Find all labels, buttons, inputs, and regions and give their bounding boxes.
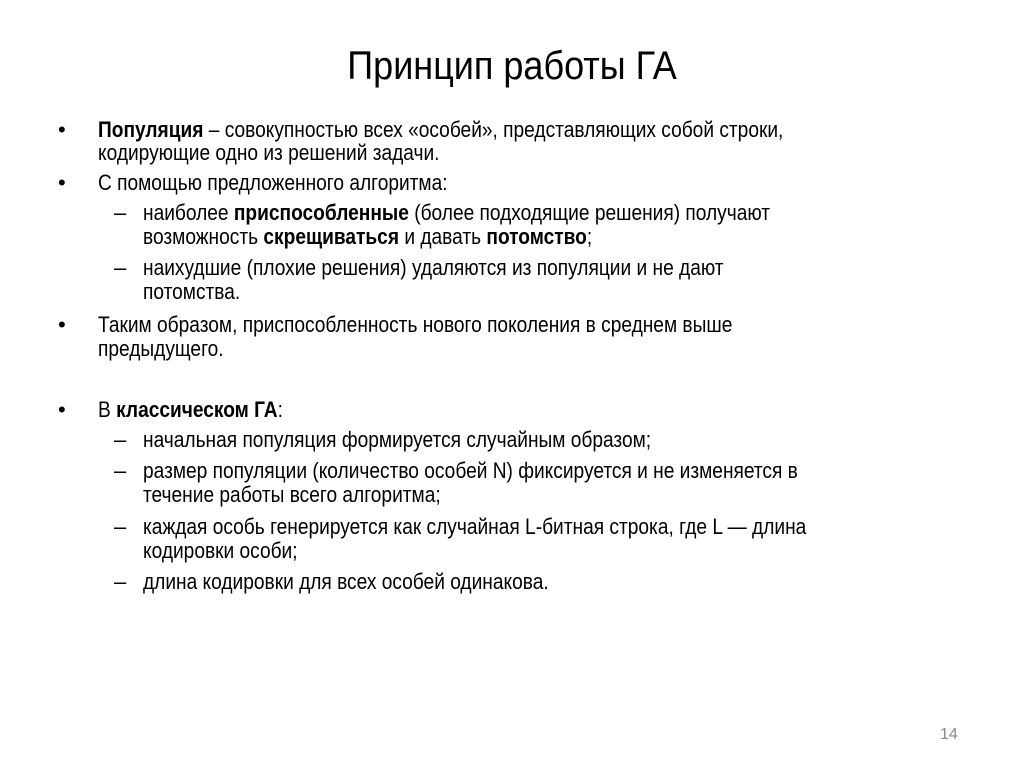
text-run: Таким образом, приспособленность нового поколения в среднем выше	[98, 312, 733, 337]
text-run: кодирующие одно из решений задачи.	[98, 140, 440, 165]
dash-icon: –	[114, 569, 127, 594]
bullet-icon: •	[58, 312, 66, 337]
dash-icon: –	[114, 255, 127, 280]
text-run: наихудшие (плохие решения) удаляются из популяции и не дают	[143, 255, 724, 280]
text-run: С помощью предложенного алгоритма:	[98, 170, 448, 195]
emphasized-text: приспособленные	[233, 200, 409, 225]
text-run: каждая особь генерируется как случайная L-битная строка, где L — длина	[143, 514, 807, 539]
list-item-continuation	[143, 279, 240, 305]
bullet-icon: •	[58, 117, 66, 142]
bullet-icon: •	[58, 170, 66, 195]
text-run: течение работы всего алгоритма;	[143, 482, 441, 507]
bullet-icon: •	[58, 397, 66, 422]
text-run: потомства.	[143, 279, 241, 304]
text-run: :	[277, 397, 283, 422]
list-item-continuation	[143, 538, 298, 564]
list-item	[98, 170, 448, 196]
list-item	[143, 569, 549, 595]
text-run: начальная популяция формируется случайным образом;	[143, 427, 652, 452]
list-item	[143, 255, 724, 281]
page-number: 14	[940, 726, 958, 743]
text-run: предыдущего.	[98, 336, 224, 361]
text-run: В	[98, 397, 117, 422]
slide-title	[0, 42, 1024, 90]
text-run: наиболее	[143, 200, 234, 225]
list-item-continuation	[143, 224, 592, 250]
list-item	[143, 200, 770, 226]
emphasized-text: скрещиваться	[263, 224, 399, 249]
dash-icon: –	[114, 514, 127, 539]
list-item	[143, 514, 806, 540]
text-run: и давать	[398, 224, 487, 249]
emphasized-text: Популяция	[98, 117, 204, 142]
dash-icon: –	[114, 200, 127, 225]
text-run: – совокупностью всех «особей», представляющих собой строки,	[203, 117, 784, 142]
list-item	[143, 427, 651, 453]
text-run: (более подходящие решения) получают	[408, 200, 771, 225]
list-item-continuation	[143, 482, 441, 508]
text-run: размер популяции (количество особей N) фиксируется и не изменяется в	[143, 458, 798, 483]
list-item	[98, 397, 283, 423]
text-run: кодировки особи;	[143, 538, 298, 563]
list-item-continuation	[98, 336, 224, 362]
text-run: возможность	[143, 224, 264, 249]
dash-icon: –	[114, 458, 127, 483]
dash-icon: –	[114, 427, 127, 452]
emphasized-text: классическом ГА	[116, 397, 278, 422]
list-item	[98, 312, 732, 338]
text-run: длина кодировки для всех особей одинакова.	[143, 569, 549, 594]
emphasized-text: потомство	[486, 224, 587, 249]
text-run: ;	[586, 224, 593, 249]
slide-title-text: Принцип работы ГА	[347, 44, 677, 88]
list-item	[143, 458, 798, 484]
list-item-continuation	[98, 140, 440, 166]
